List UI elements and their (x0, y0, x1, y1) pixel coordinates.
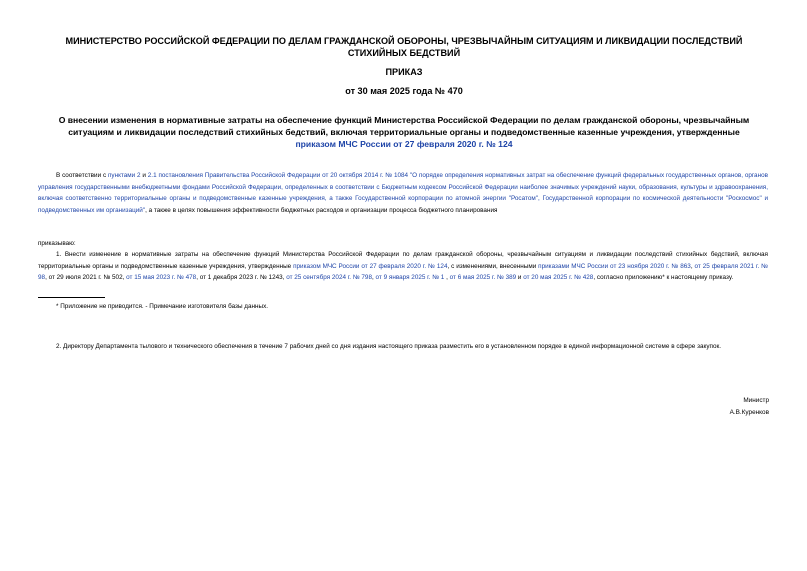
preamble-link-item-2-1[interactable]: 2.1 (147, 172, 157, 179)
order-title-link[interactable]: приказом МЧС России от 27 февраля 2020 г. № 124 (295, 138, 513, 149)
item-1-link-order-478[interactable]: от 15 мая 2023 г. № 478 (126, 274, 197, 281)
footnote (38, 301, 768, 313)
item-2-text: 2. Директору Департамента тылового и технического обеспечения в течение 7 рабочих дней со дня издания настоящего приказа разместить его в установленном порядке в единой информационной системе в сфере закупок. (56, 343, 722, 350)
item-1-link-order-124[interactable]: приказом МЧС России от 27 февраля 2020 г. № 124 (293, 262, 448, 270)
item-2-paragraph (38, 341, 768, 353)
order-word: приказываю: (38, 240, 76, 247)
preamble-link-items-2[interactable]: пунктами 2 (107, 172, 141, 179)
item-1-link-order-863[interactable]: приказами МЧС России от 23 ноября 2020 г. № 863 (538, 262, 691, 270)
item-1-link-order-389[interactable]: от 6 мая 2025 г. № 389 (449, 274, 517, 281)
item-1-text-6: , (372, 274, 376, 281)
item-1-link-order-98[interactable]: от 25 февраля 2021 г. № 98 (38, 262, 768, 281)
footnote-text: * Приложение не приводится. - Примечание изготовителя базы данных. (56, 303, 269, 310)
item-1-link-order-428[interactable]: от 20 мая 2025 г. № 428 (523, 274, 594, 281)
footnote-divider (38, 297, 105, 298)
item-1-text-3: , (690, 262, 695, 270)
signature-block (730, 395, 769, 418)
ministry-header: МИНИСТЕРСТВО РОССИЙСКОЙ ФЕДЕРАЦИИ ПО ДЕЛАМ ГРАЖДАНСКОЙ ОБОРОНЫ, ЧРЕЗВЫЧАЙНЫМ СИТУАЦИЯМ И ЛИКВИДАЦИИ ПОСЛЕДСТВИЙ СТИХИЙНЫХ БЕДСТВИЙ (65, 36, 743, 58)
order-title-text: О внесении изменения в нормативные затраты на обеспечение функций Министерства Российской Федерации по делам гражданской обороны, чрезвычайным ситуациям и ликвидации последствий стихийных бедствий, включая территориальные органы и подведомственные казенные учреждения, утвержденные (58, 115, 750, 137)
item-1-text-2: , с изменениями, внесенными (447, 262, 539, 270)
preamble-link-resolution-1084[interactable]: постановления Правительства Российской Федерации от 20 октября 2014 г. № 1084 "О порядке определения нормативных затрат на обеспечение функций федеральных государственных органов, органов управления государственными внебюджетными фондами Российской Федерации, определенных в соответствии с Бюджетным кодексом Российской Федерации наиболее значимых учреждений науки, образования, культуры и здравоохранения, включая соответственно территориальные органы и подведомственные казенные учреждения, а также Государственной корпорации по атомной энергии "Росатом", Государственной корпорации по космической деятельности "Роскосмос" и подведомственных им организаций" (38, 172, 768, 214)
item-1-link-order-1[interactable]: от 9 января 2025 г. № 1 (375, 274, 445, 281)
item-1-text-4: , от 29 июля 2021 г. № 502, (45, 274, 127, 281)
preamble-text-4: , а также в целях повышения эффективности бюджетных расходов и организации процесса бюджетного планирования (145, 206, 498, 214)
item-1-text-9: , согласно приложению* к настоящему приказу. (593, 274, 734, 281)
order-type-heading: ПРИКАЗ (385, 67, 423, 77)
signature-name: А.В.Куренков (729, 408, 769, 416)
order-date-number: от 30 мая 2025 года № 470 (345, 86, 463, 96)
item-1-text-8: и (516, 274, 524, 281)
preamble-paragraph (38, 170, 768, 216)
order-title (38, 115, 770, 150)
item-1-link-order-798[interactable]: от 25 сентября 2024 г. № 798 (286, 274, 372, 281)
item-1-text-1: 1. Внести изменение в нормативные затраты на обеспечение функций Министерства Российской Федерации по делам гражданской обороны, чрезвычайным ситуациям и ликвидации последствий стихийных бедствий, включая территориальные органы и подведомственные казенные учреждения, утвержденные (38, 251, 768, 270)
preamble-text-2: и (140, 172, 148, 179)
item-1-text-5: , от 1 декабря 2023 г. № 1243, (196, 274, 287, 281)
signature-position: Министр (743, 397, 769, 404)
item-1-paragraph (38, 249, 768, 284)
item-1-text-7: , (444, 274, 450, 281)
preamble-text-1: В соответствии с (56, 172, 108, 179)
